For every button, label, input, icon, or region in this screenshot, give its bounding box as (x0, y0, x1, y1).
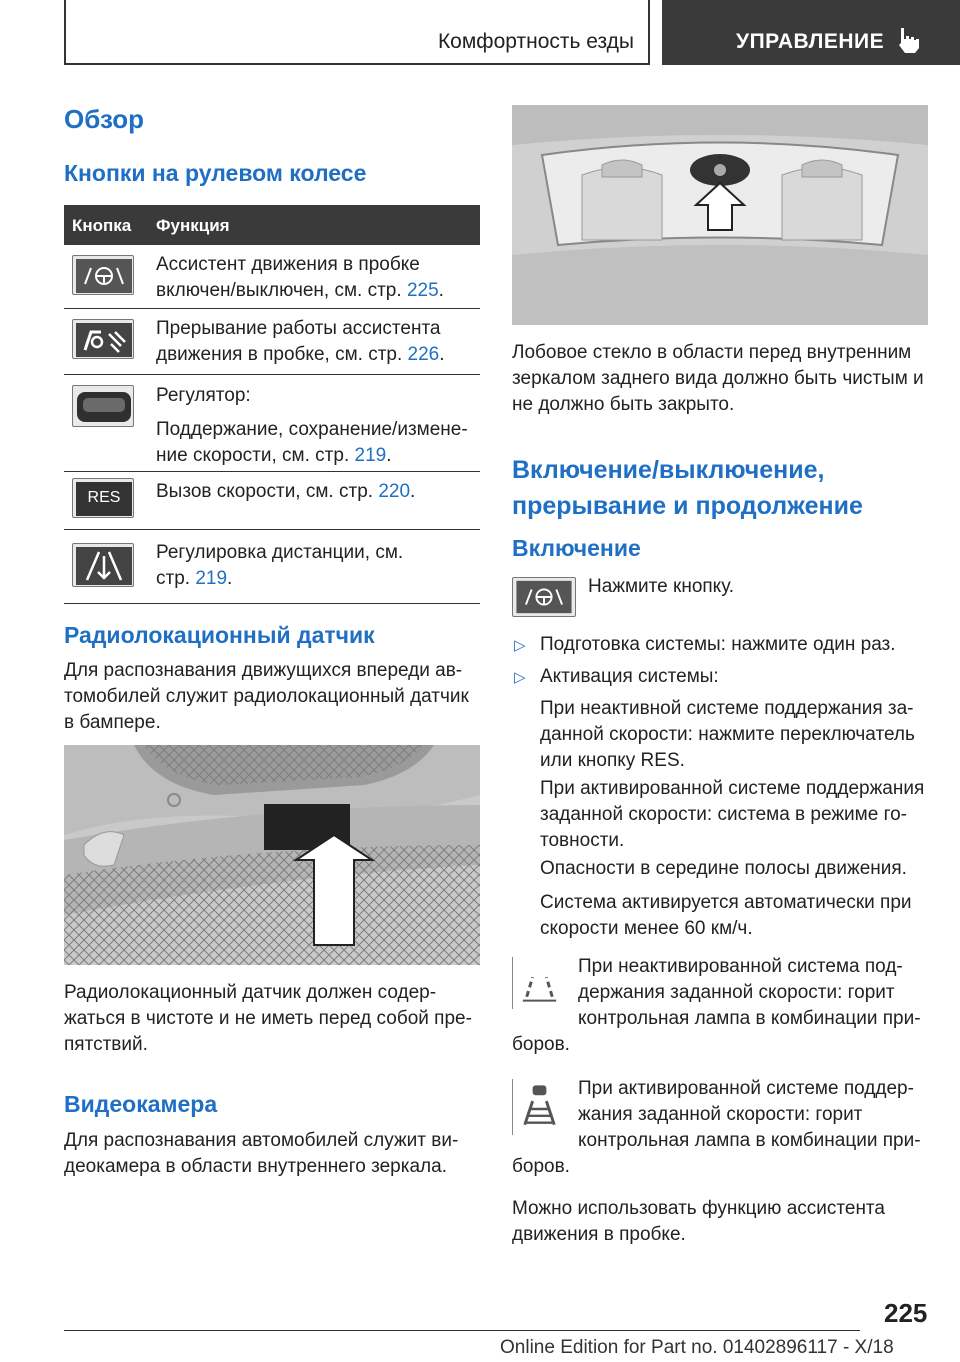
traffic-assist-icon (72, 255, 134, 295)
footer-divider (64, 1330, 860, 1331)
rocker-switch-icon (72, 385, 134, 427)
buttons-heading: Кнопки на рулевом колесе (64, 160, 367, 186)
lamp-active-text: При активированной системе поддер- жания заданной скорости: горит контрольная лампа в комбинации при- (578, 1078, 921, 1151)
row-text: Регулировка дистанции, см. (156, 542, 404, 563)
col-button-header: Кнопка (72, 216, 132, 235)
table-row: Регулировка дистанции, см. стр. 219. (64, 530, 480, 604)
radar-heading: Радиолокационный датчик (64, 622, 375, 648)
table-row: RES Вызов скорости, см. стр. 220. (64, 472, 480, 530)
row-text: Вызов скорости, см. стр. (156, 481, 379, 502)
traffic-assist-icon (512, 577, 576, 617)
page-ref-link[interactable]: 219 (195, 568, 228, 589)
indicator-lamp-active-icon (512, 1079, 566, 1135)
press-button-text: Нажмите кнопку. (588, 576, 735, 597)
buttons-table (64, 205, 480, 604)
activation-paragraph: Система активируется автоматически при скорости менее 60 км/ч. (540, 892, 912, 939)
bullet-text: Подготовка системы: нажмите один раз. (540, 634, 896, 655)
lamp-active-text-end: боров. (512, 1156, 570, 1177)
row-text: движения в пробке, см. стр. (156, 344, 408, 365)
row-text: Регулятор: (156, 385, 251, 406)
activation-paragraph: При активированной системе поддержания заданной скорости: система в режиме го- товности. (540, 778, 925, 851)
final-note: Можно использовать функцию ассистента движения в пробке. (512, 1198, 885, 1245)
res-button-icon (72, 478, 134, 518)
table-row: Прерывание работы ассистента движения в пробке, см. стр. 226. (64, 309, 480, 375)
row-text: Прерывание работы ассистента (156, 318, 441, 339)
row-text: Ассистент движения в пробке (156, 254, 420, 275)
row-text: стр. (156, 568, 196, 589)
hand-pointer-icon (895, 26, 921, 54)
table-row: Ассистент движения в пробке включен/выключен, см. стр. 225. (64, 245, 480, 309)
page-ref-link[interactable]: 219 (354, 445, 387, 466)
indicator-lamp-inactive-icon (512, 957, 566, 1009)
page-ref-link[interactable]: 225 (406, 280, 439, 301)
res-label: RES (87, 489, 121, 506)
camera-heading: Видеокамера (64, 1091, 218, 1117)
table-header (64, 205, 480, 245)
page-number: 225 (884, 1298, 928, 1328)
lamp-inactive-text: При неактивированной система под- держания заданной скорости: горит контрольная лампа в комбинации при- (578, 956, 921, 1029)
lamp-inactive-text-end: боров. (512, 1034, 570, 1055)
onoff-heading: Включение/выключение, прерывание и продолжение (512, 456, 863, 520)
header-section-title: Комфортность езды (437, 30, 634, 53)
bullet-marker: ▷ (514, 669, 526, 686)
assist-interrupt-icon (72, 319, 134, 359)
page-ref-link[interactable]: 220 (378, 481, 411, 502)
header-chapter-title: УПРАВЛЕНИЕ (736, 30, 885, 53)
page-ref-link[interactable]: 226 (407, 344, 440, 365)
camera-text: Для распознавания автомобилей служит ви- деокамера в области внутреннего зеркала. (64, 1130, 459, 1177)
table-row: Регулятор: Поддержание, сохранение/измене- ние скорости, см. стр. 219. (64, 375, 480, 472)
activation-paragraph: При неактивной системе поддержания за- данной скорости: нажмите переключатель или кнопку RES. (540, 698, 915, 771)
radar-sensor-image (64, 745, 480, 965)
footer-edition: Online Edition for Part no. 01402896117 - X/18 (500, 1337, 894, 1358)
onoff-subheading: Включение (512, 535, 641, 561)
radar-text: Для распознавания движущихся впереди ав- томобилей служит радиолокационный датчик в бампере. (64, 660, 469, 733)
windshield-camera-image (512, 105, 928, 325)
camera-caption: Лобовое стекло в области перед внутренним зеркалом заднего вида должно быть чистым и не должно быть закрыто. (512, 342, 924, 415)
activation-paragraph: Опасности в середине полосы движения. (540, 858, 907, 879)
radar-caption: Радиолокационный датчик должен содер- жаться в чистоте и не иметь перед собой пре- пятствий. (64, 982, 472, 1055)
bullet-text: Активация системы: (540, 666, 719, 687)
row-text: ние скорости, см. стр. (156, 445, 355, 466)
header-section-box (64, 0, 650, 65)
page-title: Обзор (64, 104, 144, 134)
row-text: включен/выключен, см. стр. (156, 280, 407, 301)
bullet-marker: ▷ (514, 637, 526, 654)
row-text: Поддержание, сохранение/измене- (156, 419, 468, 440)
distance-control-icon (72, 543, 134, 587)
col-function-header: Функция (156, 216, 230, 235)
